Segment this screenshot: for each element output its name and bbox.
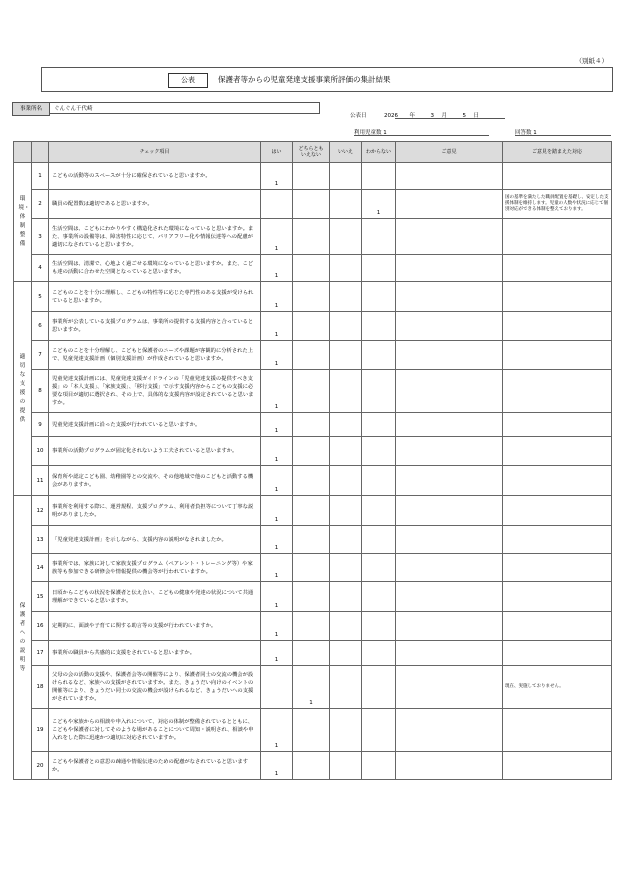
unknown-count (362, 413, 396, 437)
opinion-text (396, 282, 503, 312)
response-text (503, 466, 612, 496)
check-item-text: 定期的に、面談や子育てに関する助言等の支援が行われていますか。 (49, 612, 261, 641)
table-row (14, 219, 612, 255)
header-neither: どちらとも いえない (293, 142, 330, 163)
yes-count: 1 (261, 466, 293, 496)
check-item-text: 事業所の活動プログラムが固定化されないよう工夫されていると思いますか。 (49, 437, 261, 466)
check-item-text: 保育所や認定こども園、幼稚園等との交流や、その他地域で他のこどもと活動する機会がありますか。 (49, 466, 261, 496)
table-row (14, 370, 612, 413)
unknown-count (362, 612, 396, 641)
no-count (330, 341, 362, 370)
table-row (14, 496, 612, 526)
no-count (330, 163, 362, 190)
table-row (14, 437, 612, 466)
neither-count (293, 437, 330, 466)
table-row (14, 641, 612, 666)
row-number: 2 (32, 190, 49, 219)
no-count (330, 190, 362, 219)
category-cell (14, 163, 32, 282)
check-item-text: こどもや保護者との意思の疎通や情報伝達のための配慮がなされていると思いますか。 (49, 752, 261, 780)
unknown-count (362, 255, 396, 282)
no-count (330, 612, 362, 641)
check-item-text: 生活空間は、清潔で、心地よく過ごせる環境になっていると思いますか。また、こども達の活動に合わせた空間となっていると思いますか。 (49, 255, 261, 282)
office-name: ぐんぐん千代崎 (50, 102, 320, 114)
evaluation-table (13, 141, 612, 780)
response-text (503, 370, 612, 413)
unknown-count (362, 709, 396, 752)
table-row (14, 312, 612, 341)
opinion-text (396, 641, 503, 666)
opinion-text (396, 554, 503, 582)
response-text (503, 496, 612, 526)
unknown-count (362, 666, 396, 709)
publication-tag: 公表 (168, 73, 208, 88)
table-row (14, 413, 612, 437)
document-label: （別紙４） (575, 57, 608, 65)
opinion-text (396, 612, 503, 641)
no-count (330, 413, 362, 437)
user-count-underline (354, 135, 489, 136)
date-underline (395, 118, 505, 119)
neither-count (293, 641, 330, 666)
opinion-text (396, 496, 503, 526)
yes-count: 1 (261, 554, 293, 582)
neither-count (293, 255, 330, 282)
yes-count: 1 (261, 370, 293, 413)
header-unknown: わからない (362, 142, 396, 163)
response-text (503, 255, 612, 282)
row-number: 17 (32, 641, 49, 666)
opinion-text (396, 190, 503, 219)
category-cell (14, 496, 32, 780)
unknown-count (362, 582, 396, 612)
row-number: 18 (32, 666, 49, 709)
no-count (330, 554, 362, 582)
no-count (330, 709, 362, 752)
no-count (330, 282, 362, 312)
unknown-count (362, 163, 396, 190)
table-row (14, 255, 612, 282)
yes-count: 1 (261, 641, 293, 666)
row-number: 13 (32, 526, 49, 554)
yes-count: 1 (261, 709, 293, 752)
response-text (503, 341, 612, 370)
neither-count (293, 526, 330, 554)
no-count (330, 752, 362, 780)
yes-count: 1 (261, 582, 293, 612)
opinion-text (396, 709, 503, 752)
answer-count-underline (515, 135, 611, 136)
neither-count (293, 163, 330, 190)
row-number: 16 (32, 612, 49, 641)
response-text: 国の基準を満たした職員配置を基礎し、安定した支援体制を維持します。児童の人数や状況に応じて個別対応ができる体制を整えております。 (503, 190, 612, 219)
unknown-count (362, 437, 396, 466)
yes-count: 1 (261, 437, 293, 466)
check-item-text: 事業所の職員から共感的に支援をされていると思いますか。 (49, 641, 261, 666)
unknown-count (362, 526, 396, 554)
response-text (503, 709, 612, 752)
response-text (503, 582, 612, 612)
yes-count: 1 (261, 219, 293, 255)
unknown-count (362, 341, 396, 370)
row-number: 9 (32, 413, 49, 437)
opinion-text (396, 370, 503, 413)
table-row (14, 282, 612, 312)
neither-count (293, 466, 330, 496)
neither-count (293, 282, 330, 312)
neither-count (293, 582, 330, 612)
category-label: 保護者への説明等 (19, 602, 26, 672)
row-number: 14 (32, 554, 49, 582)
check-item-text: 児童発達支援計画に沿った支援が行われていると思いますか。 (49, 413, 261, 437)
header-yes: はい (261, 142, 293, 163)
row-number: 4 (32, 255, 49, 282)
unknown-count (362, 641, 396, 666)
yes-count: 1 (261, 282, 293, 312)
yes-count: 1 (261, 312, 293, 341)
date-year-unit: 年 (409, 113, 416, 119)
check-item-text: 日頃からこどもの状況を保護者と伝え合い、こどもの健康や発達の状況について共通理解ができていると思いますか。 (49, 582, 261, 612)
no-count (330, 496, 362, 526)
yes-count: 1 (261, 255, 293, 282)
table-row (14, 341, 612, 370)
unknown-count (362, 282, 396, 312)
opinion-text (396, 526, 503, 554)
no-count (330, 219, 362, 255)
response-text (503, 641, 612, 666)
no-count (330, 437, 362, 466)
category-cell (14, 282, 32, 496)
date-year: 2026 (384, 113, 399, 119)
opinion-text (396, 466, 503, 496)
no-count (330, 312, 362, 341)
check-item-text: こどもや家族からの相談や申入れについて、対応の体制が整備されているとともに、こどもや保護者に対してそのような場があることについて周知・説明され、相談や申入れをした際に迅速かつ適切に対応されていますか。 (49, 709, 261, 752)
opinion-text (396, 413, 503, 437)
check-item-text: 職員の配置数は適切であると思いますか。 (49, 190, 261, 219)
neither-count (293, 190, 330, 219)
response-text (503, 413, 612, 437)
header-response: ご意見を踏まえた対応 (503, 142, 612, 163)
no-count (330, 255, 362, 282)
unknown-count (362, 496, 396, 526)
response-text (503, 219, 612, 255)
table-row (14, 466, 612, 496)
row-number: 8 (32, 370, 49, 413)
check-item-text: 事業所を利用する際に、運営規程、支援プログラム、利用者負担等について丁寧な説明がありましたか。 (49, 496, 261, 526)
table-row (14, 709, 612, 752)
row-number: 10 (32, 437, 49, 466)
neither-count: 1 (293, 666, 330, 709)
neither-count (293, 341, 330, 370)
response-text (503, 752, 612, 780)
table-header-row (14, 142, 612, 163)
opinion-text (396, 163, 503, 190)
no-count (330, 666, 362, 709)
row-number: 7 (32, 341, 49, 370)
opinion-text (396, 219, 503, 255)
table-row (14, 554, 612, 582)
date-month-unit: 月 (441, 113, 448, 119)
neither-count (293, 709, 330, 752)
unknown-count (362, 370, 396, 413)
row-number: 5 (32, 282, 49, 312)
row-number: 1 (32, 163, 49, 190)
row-number: 12 (32, 496, 49, 526)
table-row (14, 752, 612, 780)
yes-count: 1 (261, 612, 293, 641)
check-item-text: 児童発達支援計画には、児童発達支援ガイドラインの「児童発達支援の提供すべき支援」の「本人支援」、「家族支援」、「移行支援」で示す支援内容からこどもの支援に必要な項目が適切に選択され、その上で、具体的な支援内容が設定されていると思いますか。 (49, 370, 261, 413)
table-row (14, 190, 612, 219)
no-count (330, 526, 362, 554)
no-count (330, 641, 362, 666)
row-number: 15 (32, 582, 49, 612)
check-item-text: 事業所が公表している支援プログラムは、事業所の提供する支援内容と合っていると思いますか。 (49, 312, 261, 341)
neither-count (293, 312, 330, 341)
row-number: 20 (32, 752, 49, 780)
category-label: 適切な支援の提供 (19, 353, 26, 423)
unknown-count (362, 219, 396, 255)
no-count (330, 466, 362, 496)
row-number: 6 (32, 312, 49, 341)
yes-count (261, 666, 293, 709)
opinion-text (396, 255, 503, 282)
check-item-text: 事業所では、家族に対して家族支援プログラム（ペアレント・トレーニング等）や家族等も参加できる研修会や情報提供の機会等が行われていますか。 (49, 554, 261, 582)
response-text (503, 437, 612, 466)
table-row (14, 582, 612, 612)
opinion-text (396, 437, 503, 466)
page-title: 保護者等からの児童発達支援事業所評価の集計結果 (218, 75, 391, 84)
yes-count: 1 (261, 526, 293, 554)
response-text (503, 282, 612, 312)
header-no: いいえ (330, 142, 362, 163)
date-day: 5 (462, 113, 467, 119)
response-text: 現在、実施しておりません。 (503, 666, 612, 709)
response-text (503, 612, 612, 641)
header-check-item: チェック項目 (49, 142, 261, 163)
check-item-text: こどものことを十分理解し、こどもと保護者のニーズや課題が客観的に分析された上で、児童発達支援計画（個別支援計画）が作成されていると思いますか。 (49, 341, 261, 370)
row-number: 3 (32, 219, 49, 255)
check-item-text: 生活空間は、こどもにわかりやすく構造化された環境になっていると思いますか。また、事業所の設備等は、障害特性に応じて、バリアフリー化や情報伝達等への配慮が適切になされていると思いますか。 (49, 219, 261, 255)
neither-count (293, 370, 330, 413)
opinion-text (396, 666, 503, 709)
neither-count (293, 496, 330, 526)
header-category (14, 142, 32, 163)
yes-count: 1 (261, 163, 293, 190)
yes-count: 1 (261, 752, 293, 780)
yes-count (261, 190, 293, 219)
check-item-text: こどものことを十分に理解し、こどもの特性等に応じた専門性のある支援が受けられていると思いますか。 (49, 282, 261, 312)
neither-count (293, 752, 330, 780)
row-number: 11 (32, 466, 49, 496)
user-count: 利用児童数 1 (354, 130, 387, 136)
header-opinion: ご意見 (396, 142, 503, 163)
opinion-text (396, 341, 503, 370)
header-number (32, 142, 49, 163)
neither-count (293, 612, 330, 641)
table-row (14, 163, 612, 190)
table-row (14, 612, 612, 641)
office-label: 事業所名 (12, 102, 50, 116)
unknown-count (362, 554, 396, 582)
neither-count (293, 413, 330, 437)
response-text (503, 526, 612, 554)
yes-count: 1 (261, 496, 293, 526)
unknown-count: 1 (362, 190, 396, 219)
check-item-text: こどもの活動等のスペースが十分に確保されていると思いますか。 (49, 163, 261, 190)
no-count (330, 370, 362, 413)
opinion-text (396, 752, 503, 780)
opinion-text (396, 582, 503, 612)
neither-count (293, 219, 330, 255)
response-text (503, 554, 612, 582)
check-item-text: 「児童発達支援計画」を示しながら、支援内容の説明がなされましたか。 (49, 526, 261, 554)
unknown-count (362, 752, 396, 780)
row-number: 19 (32, 709, 49, 752)
check-item-text: 父母の会の活動の支援や、保護者会等の開催等により、保護者同士の交流の機会が設けられるなど、家族への支援がされていますか。また、きょうだい向けのイベントの開催等により、きょうだい同士の交流の機会が設けられるなど、きょうだいへの支援がされていますか。 (49, 666, 261, 709)
date-prefix: 公表日 (350, 113, 367, 119)
date-day-unit: 日 (473, 113, 480, 119)
unknown-count (362, 466, 396, 496)
yes-count: 1 (261, 413, 293, 437)
category-label: 環境・体制整備 (18, 196, 30, 247)
neither-count (293, 554, 330, 582)
table-row (14, 666, 612, 709)
title-box (41, 67, 613, 92)
yes-count: 1 (261, 341, 293, 370)
opinion-text (396, 312, 503, 341)
response-text (503, 312, 612, 341)
response-text (503, 163, 612, 190)
table-row (14, 526, 612, 554)
no-count (330, 582, 362, 612)
date-month: 3 (430, 113, 435, 119)
unknown-count (362, 312, 396, 341)
answer-count: 回答数 1 (515, 130, 537, 136)
